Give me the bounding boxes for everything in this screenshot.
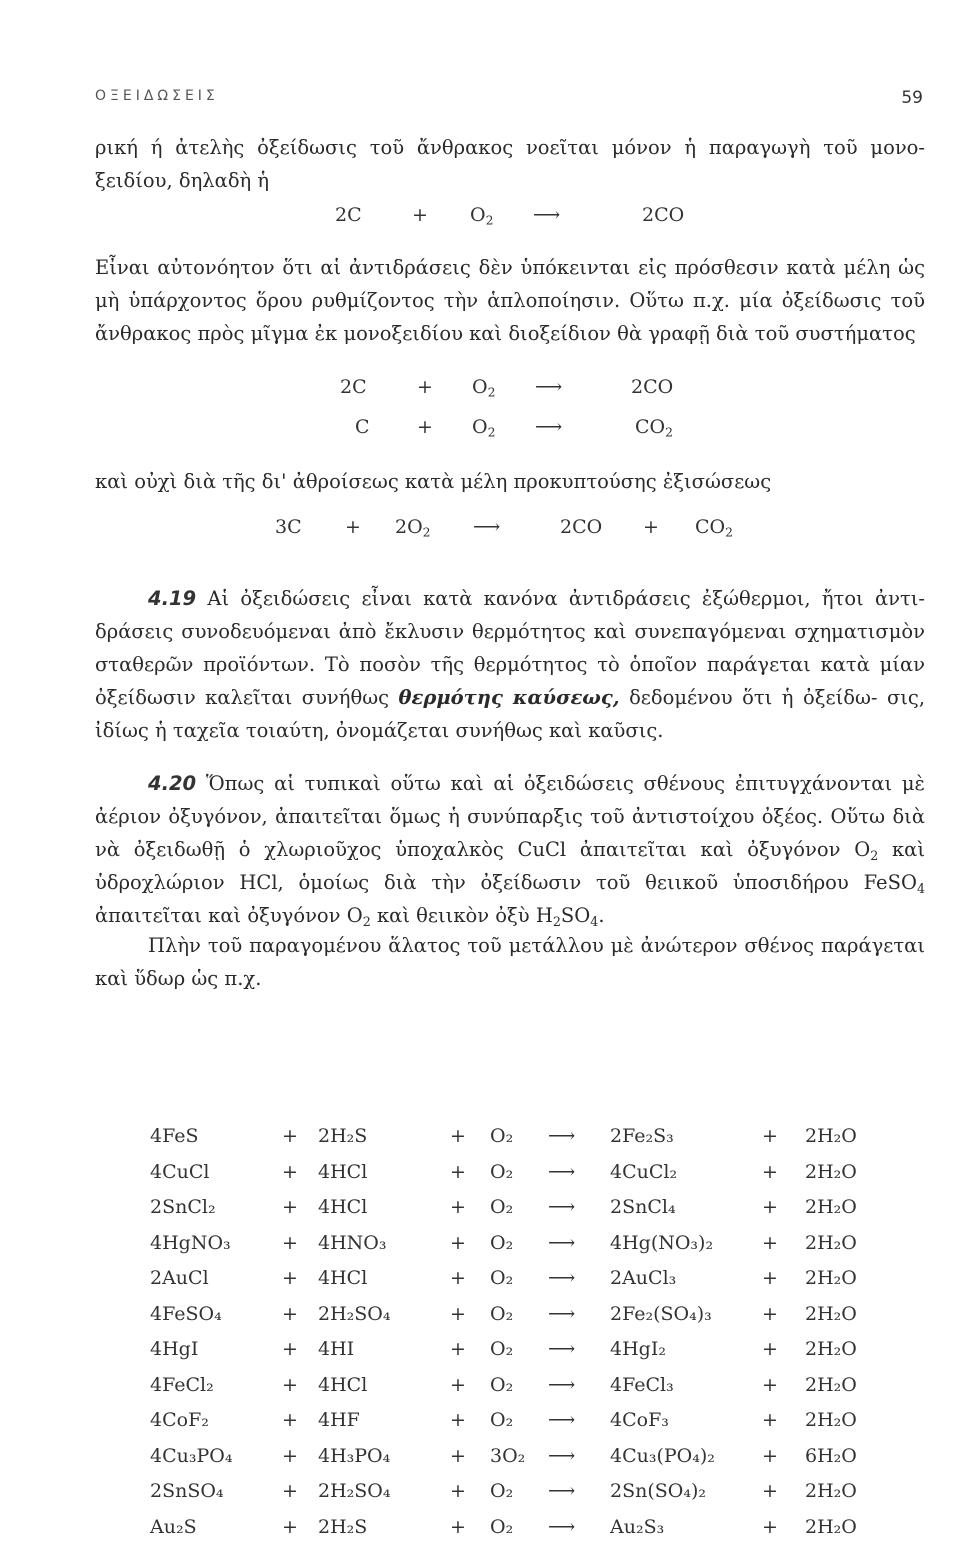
reaction-row: 4HgI + 4HI + O₂ ⟶ 4HgI₂ + 2H₂O [150, 1338, 880, 1374]
reaction-row: 4FeSO₄ + 2H₂SO₄ + O₂ ⟶ 2Fe₂(SO₄)₃ + 2H₂O [150, 1303, 880, 1339]
section-4-20: 4.20 Ὅπως αἱ τυπικαὶ οὕτω καὶ αἱ ὀξειδώσεις σθένους ἐπιτυγχάνονται μὲ ἀέριον ὀξυγόνον, ἀπαιτεῖται ὅμως ἡ συνύπαρξις τοῦ ἀντιστοίχου ὀξέος. Οὕτω διὰ νὰ ὀξειδωθῇ ὁ χλωριοῦχος ὑποχαλκὸς CuCl ἀπαιτεῖται καὶ ὀξυγόνον $O_2$ καὶ ὑδροχλώριον HCl, ὁμοίως διὰ τὴν ὀξείδωσιν τοῦ θειικοῦ ὑποσιδήρου FeSO$_4$ ἀπαιτεῖται καὶ ὀξυγόνον $O_2$ καὶ θειικὸν ὀξὺ $H_2SO_4$. [95, 767, 925, 932]
reactions-table [150, 1125, 880, 1551]
key-term: θερμότης καύσεως, [399, 686, 620, 709]
eq4-arrow: ⟶ [473, 516, 500, 538]
eq3-reactant: C [355, 416, 370, 438]
eq3-arrow: ⟶ [535, 416, 562, 438]
reaction-row: 4Cu₃PO₄ + 4H₃PO₄ + 3O₂ ⟶ 4Cu₃(PO₄)₂ + 6H₂O [150, 1445, 880, 1481]
eq4-plus-1: + [345, 516, 361, 538]
eq4-reactant: 3C [275, 516, 302, 538]
eq2-plus: + [417, 376, 433, 398]
eq2-arrow: ⟶ [535, 376, 562, 398]
eq1-reactant: 2C [335, 204, 362, 226]
equation-2 [340, 376, 760, 406]
paragraph-addition: Εἶναι αὐτονόητον ὅτι αἱ ἀντιδράσεις δὲν ὑπόκεινται εἰς πρόσθεσιν κατὰ μέλη ὡς μὴ ὑπάρχοντος ὅρου ρυθμίζοντος τὴν ἁπλοποίησιν. Οὕτω π.χ. μία ὀξείδωσις τοῦ ἄνθρακος πρὸς μῖγμα ἐκ μονοξειδίου καὶ διοξείδιον θὰ γραφῇ διὰ τοῦ συστήματος [95, 251, 925, 350]
eq4-oxygen: $2O_2$ [395, 516, 431, 538]
eq3-plus: + [417, 416, 433, 438]
reaction-row: 2SnCl₂ + 4HCl + O₂ ⟶ 2SnCl₄ + 2H₂O [150, 1196, 880, 1232]
eq2-oxygen: $O_2$ [472, 376, 495, 398]
eq3-oxygen: $O_2$ [472, 416, 495, 438]
reaction-row: 4CuCl + 4HCl + O₂ ⟶ 4CuCl₂ + 2H₂O [150, 1161, 880, 1197]
eq1-oxygen: $O_2$ [470, 204, 493, 226]
equation-1 [335, 204, 755, 234]
reaction-row: 2AuCl + 4HCl + O₂ ⟶ 2AuCl₃ + 2H₂O [150, 1267, 880, 1303]
eq4-product-2: $CO_2$ [695, 516, 733, 538]
eq4-plus-2: + [643, 516, 659, 538]
equation-3 [355, 416, 775, 446]
section-4-19: 4.19 Αἱ ὀξειδώσεις εἶναι κατὰ κανόνα ἀντιδράσεις ἐξώθερμοι, ἤτοι ἀντι- δράσεις συνοδευόμεναι ἀπὸ ἔκλυσιν θερμότητος καὶ συνεπαγόμεναι σχηματισμὸν σταθερῶν προϊόντων. Τὸ ποσὸν τῆς θερμότητος τὸ ὁποῖον παράγεται κατὰ μίαν ὀξείδωσιν καλεῖται συνήθως θερμότης καύσεως, δεδομένου ὅτι ἡ ὀξείδω- σις, ἰδίως ἡ ταχεῖα τοιαύτη, ὀνομάζεται συνήθως καὶ καῦσις. [95, 582, 925, 747]
reaction-row: 4FeS + 2H₂S + O₂ ⟶ 2Fe₂S₃ + 2H₂O [150, 1125, 880, 1161]
page-header [95, 88, 923, 114]
paragraph-water: Πλὴν τοῦ παραγομένου ἅλατος τοῦ μετάλλου μὲ ἀνώτερον σθένος παράγεται καὶ ὕδωρ ὡς π.χ. [95, 929, 925, 995]
eq4-product-1: 2CO [560, 516, 602, 538]
section-number-4-19: 4.19 [148, 587, 196, 610]
reaction-row: 4HgNO₃ + 4HNO₃ + O₂ ⟶ 4Hg(NO₃)₂ + 2H₂O [150, 1232, 880, 1268]
reaction-row: 4CoF₂ + 4HF + O₂ ⟶ 4CoF₃ + 2H₂O [150, 1409, 880, 1445]
section-number-4-20: 4.20 [148, 772, 196, 795]
eq2-reactant: 2C [340, 376, 367, 398]
eq3-product: $CO_2$ [635, 416, 673, 438]
eq2-product: 2CO [631, 376, 673, 398]
running-title: ΟΞΕΙΔΩΣΕΙΣ [95, 88, 219, 104]
paragraph-sum: καὶ οὐχὶ διὰ τῆς δι' ἀθροίσεως κατὰ μέλη προκυπτούσης ἐξισώσεως [95, 465, 925, 498]
reaction-row: Au₂S + 2H₂S + O₂ ⟶ Au₂S₃ + 2H₂O [150, 1516, 880, 1551]
eq1-arrow: ⟶ [533, 204, 560, 226]
page-number: 59 [901, 88, 923, 108]
reaction-row: 4FeCl₂ + 4HCl + O₂ ⟶ 4FeCl₃ + 2H₂O [150, 1374, 880, 1410]
reaction-row: 2SnSO₄ + 2H₂SO₄ + O₂ ⟶ 2Sn(SO₄)₂ + 2H₂O [150, 1480, 880, 1516]
equation-4 [275, 516, 875, 546]
eq1-plus: + [412, 204, 428, 226]
eq1-product: 2CO [642, 204, 684, 226]
paragraph-intro: ρική ή ἀτελὴς ὀξείδωσις τοῦ ἄνθρακος νοεῖται μόνον ἡ παραγωγὴ τοῦ μονο- ξειδίου, δηλαδὴ ἡ [95, 131, 925, 197]
